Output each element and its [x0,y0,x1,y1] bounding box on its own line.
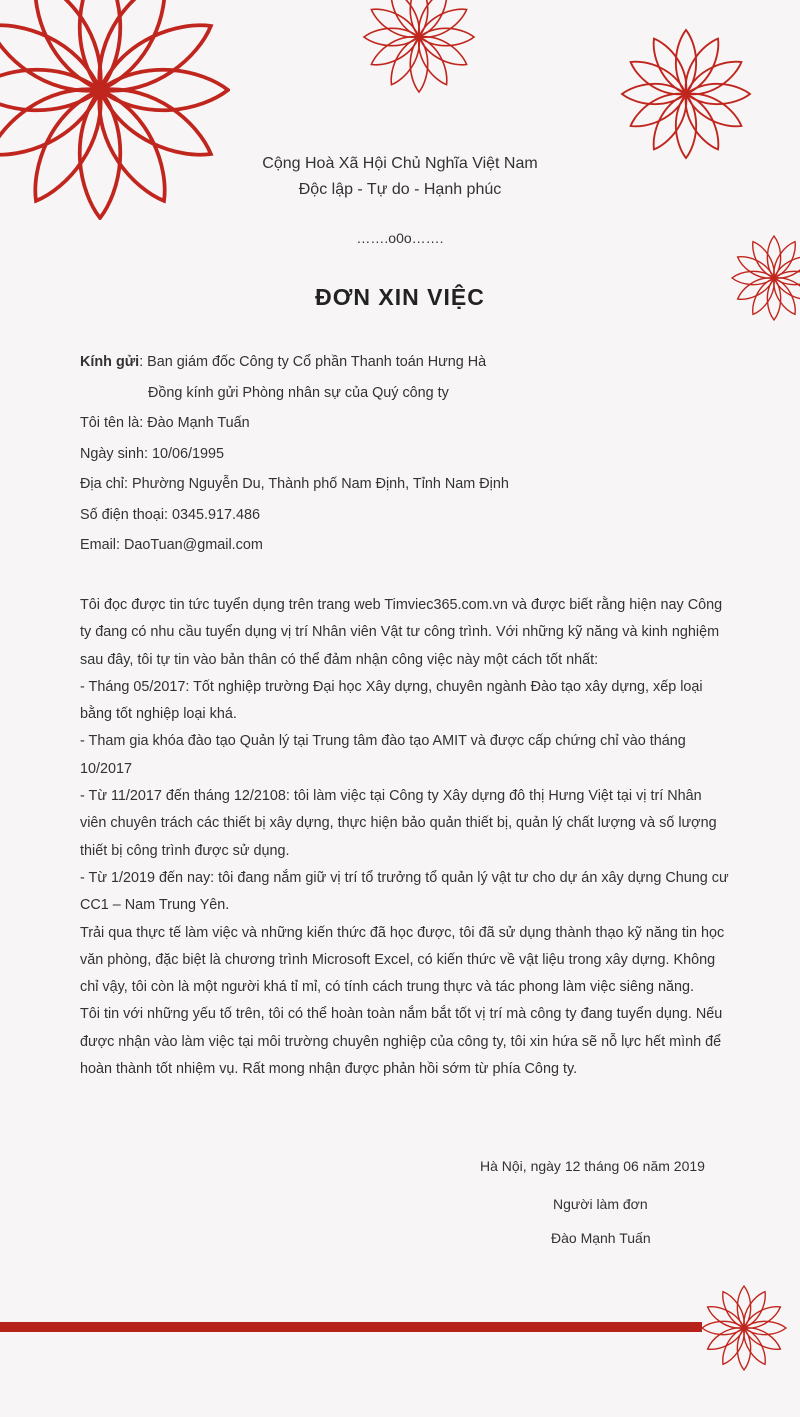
phone-line: Số điện thoại: 0345.917.486 [80,506,261,523]
paragraph: - Từ 1/2019 đến nay: tôi đang nắm giữ vị trí tổ trưởng tổ quản lý vật tư cho dự án xây dựng Chung cư CC1 – Nam Trung Yên. [80,869,729,914]
applicant-info [80,352,732,566]
letter-body [80,592,732,1083]
flower-icon [620,28,752,160]
email-line: Email: DaoTuan@gmail.com [80,537,263,553]
document-title: ĐƠN XIN VIỆC [315,284,485,310]
recipient-label: Kính gửi [80,354,140,370]
paragraph: Trải qua thực tế làm việc và những kiến thức đã học được, tôi đã sử dụng thành thạo kỹ năng tin học văn phòng, đặc biệt là chương trình Microsoft Excel, có kiến thức về vật liệu trong xây dựng. Không chỉ vậy, tôi còn là một người khá tỉ mỉ, có tính cách trung thực và tác phong làm việc siêng năng. [80,924,725,996]
paragraph: - Từ 11/2017 đến tháng 12/2108: tôi làm việc tại Công ty Xây dựng đô thị Hưng Việt tại vị trí Nhân viên chuyên trách các thiết bị xây dựng, thực hiện bảo quản thiết bị, quản lý chất lượng và số lượng thiết bị công trình được sử dụng. [80,788,717,859]
paragraph: Tôi đọc được tin tức tuyển dụng trên trang web Timviec365.com.vn và được biết rằng hiện nay Công ty đang có nhu cầu tuyển dụng vị trí Nhân viên Vật tư công trình. Với những kỹ năng và kinh nghiệm sau đây, tôi tự tin vào bản thân có thể đảm nhận công việc này một cách tốt nhất: [80,597,723,668]
name-line: Tôi tên là: Đào Mạnh Tuấn [80,415,250,431]
cc-line: Đồng kính gửi Phòng nhân sự của Quý công ty [148,384,449,401]
bottom-bar [0,1322,702,1332]
country-name: Cộng Hoà Xã Hội Chủ Nghĩa Việt Nam [262,155,538,172]
signature-date: Hà Nội, ngày 12 tháng 06 năm 2019 [480,1158,705,1174]
national-motto: Độc lập - Tự do - Hạnh phúc [298,181,502,198]
address-line: Địa chỉ: Phường Nguyễn Du, Thành phố Nam Định, Tỉnh Nam Định [80,476,509,492]
recipient-value: : Ban giám đốc Công ty Cổ phần Thanh toán Hưng Hà [139,354,487,370]
paragraph: Tôi tin với những yếu tố trên, tôi có thể hoàn toàn nắm bắt tốt vị trí mà công ty đang tuyển dụng. Nếu được nhận vào làm việc tại môi trường chuyên nghiệp của công ty, tôi xin hứa sẽ nỗ lực hết mình để hoàn thành tốt nhiệm vụ. Rất mong nhận được phản hồi sớm từ phía Công ty. [80,1006,723,1078]
recipient-line [80,352,732,383]
signature-role: Người làm đơn [553,1196,648,1212]
separator: …….o0o……. [356,230,444,246]
signature-name: Đào Mạnh Tuấn [551,1230,651,1246]
dob-line: Ngày sinh: 10/06/1995 [80,445,225,462]
paragraph: - Tham gia khóa đào tạo Quản lý tại Trung tâm đào tạo AMIT và được cấp chứng chỉ vào tháng 10/2017 [80,733,686,777]
paragraph: - Tháng 05/2017: Tốt nghiệp trường Đại học Xây dựng, chuyên ngành Đào tạo xây dựng, xếp loại bằng tốt nghiệp loại khá. [80,678,703,723]
flower-icon [362,0,476,94]
national-header [0,155,800,199]
flower-icon [700,1284,788,1372]
